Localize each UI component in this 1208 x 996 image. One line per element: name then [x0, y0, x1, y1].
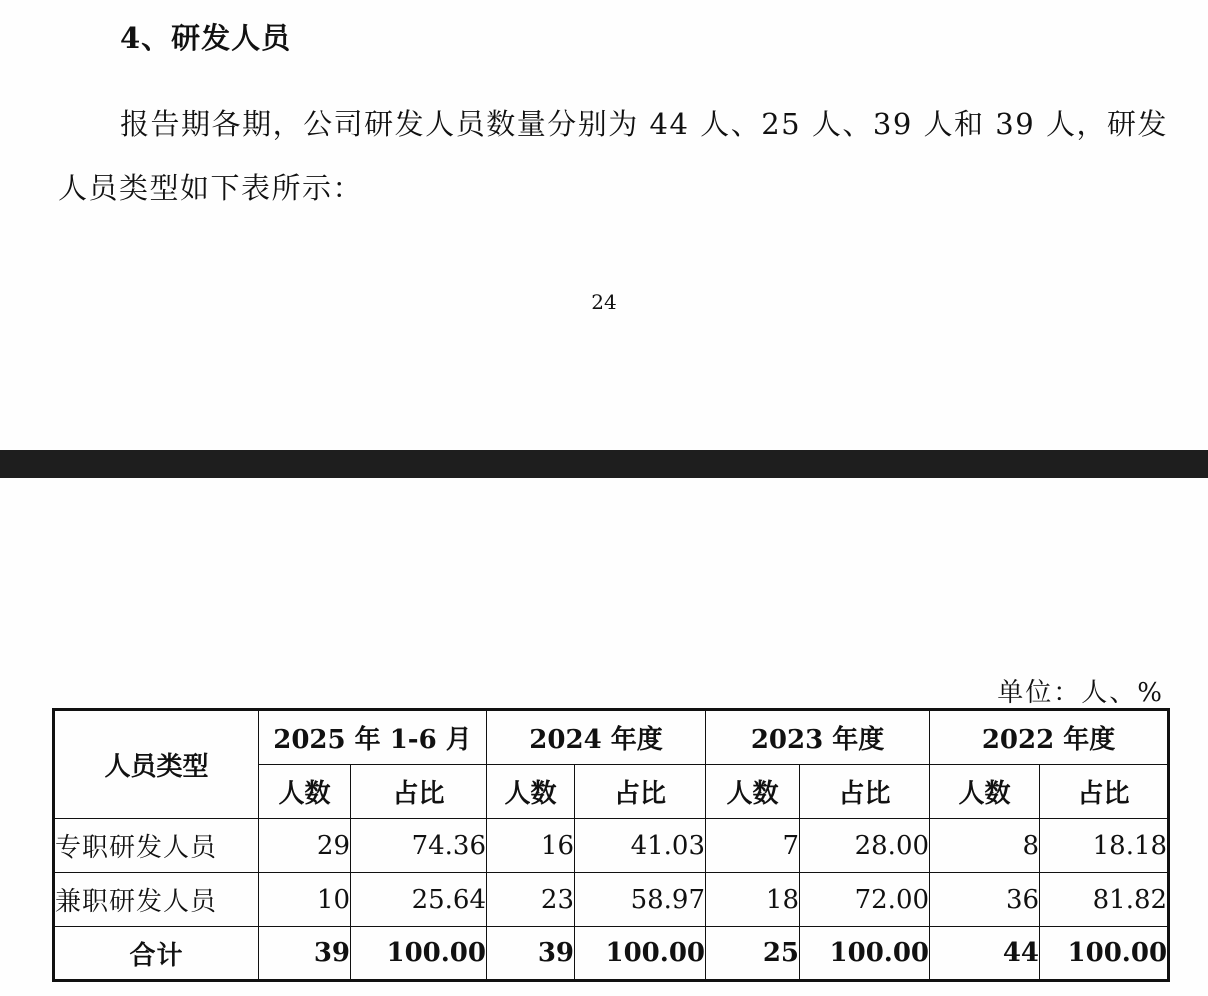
unit-label: 单位：人、% [997, 678, 1164, 708]
table-cell: 29 [259, 819, 351, 873]
table-cell: 100.00 [351, 927, 487, 981]
table-cell: 28.00 [800, 819, 930, 873]
period-header: 2024 年度 [487, 710, 706, 765]
table-cell: 18.18 [1040, 819, 1169, 873]
period-header: 2023 年度 [706, 710, 930, 765]
table-cell: 100.00 [800, 927, 930, 981]
rd-staff-table [52, 708, 1170, 982]
table-cell: 58.97 [575, 873, 706, 927]
share-header: 占比 [575, 765, 706, 819]
table-cell: 100.00 [1040, 927, 1169, 981]
table-cell: 39 [487, 927, 575, 981]
row-label: 合计 [54, 927, 259, 981]
row-label: 专职研发人员 [54, 819, 259, 873]
period-header: 2025 年 1-6 月 [259, 710, 487, 765]
upper-page [0, 0, 1208, 450]
table-cell: 44 [930, 927, 1040, 981]
table-cell: 72.00 [800, 873, 930, 927]
table-cell: 8 [930, 819, 1040, 873]
share-header: 占比 [351, 765, 487, 819]
share-header: 占比 [1040, 765, 1169, 819]
table-cell: 25.64 [351, 873, 487, 927]
total-row [54, 927, 1169, 981]
page-number: 24 [591, 290, 617, 314]
table-cell: 25 [706, 927, 800, 981]
table-row [54, 819, 1169, 873]
table-cell: 16 [487, 819, 575, 873]
count-header: 人数 [706, 765, 800, 819]
row-label: 兼职研发人员 [54, 873, 259, 927]
table-cell: 41.03 [575, 819, 706, 873]
count-header: 人数 [930, 765, 1040, 819]
count-header: 人数 [259, 765, 351, 819]
header-row-periods [54, 710, 1169, 765]
table-cell: 18 [706, 873, 800, 927]
table-row [54, 873, 1169, 927]
body-paragraph: 报告期各期，公司研发人员数量分别为 44 人、25 人、39 人和 39 人，研发人员类型如下表所示： [58, 107, 1168, 205]
table-cell: 36 [930, 873, 1040, 927]
table-cell: 10 [259, 873, 351, 927]
table-cell: 74.36 [351, 819, 487, 873]
period-header: 2022 年度 [930, 710, 1169, 765]
count-header: 人数 [487, 765, 575, 819]
section-heading: 4、研发人员 [120, 21, 292, 55]
type-header: 人员类型 [54, 710, 259, 819]
table-cell: 39 [259, 927, 351, 981]
table-cell: 81.82 [1040, 873, 1169, 927]
table-cell: 23 [487, 873, 575, 927]
table-cell: 100.00 [575, 927, 706, 981]
table-cell: 7 [706, 819, 800, 873]
page-separator [0, 450, 1208, 478]
share-header: 占比 [800, 765, 930, 819]
